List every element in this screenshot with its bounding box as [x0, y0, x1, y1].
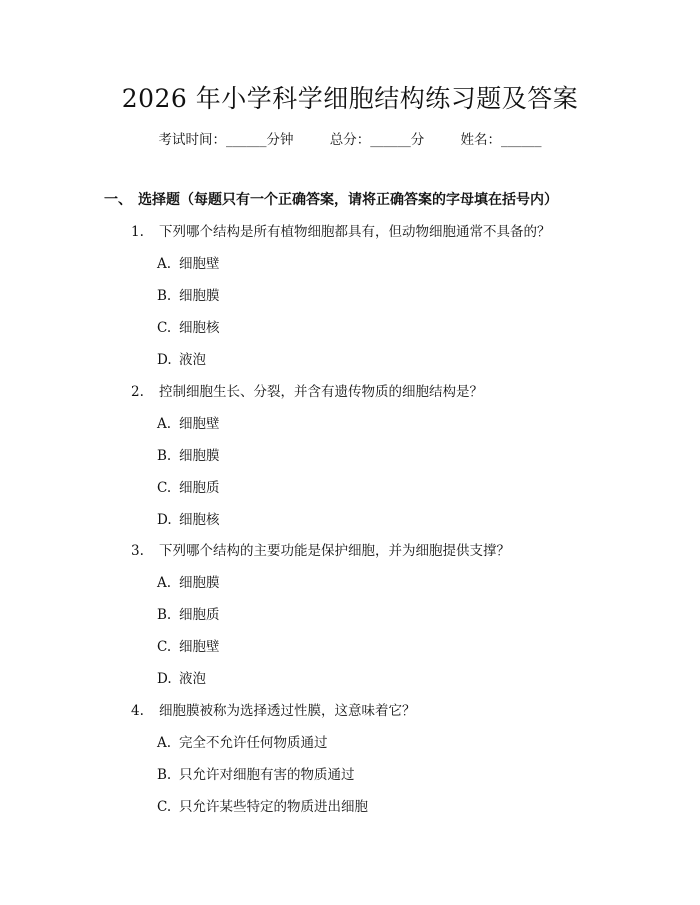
section-heading	[104, 190, 558, 210]
option-letter: A.	[157, 256, 172, 272]
section-number: 一、	[104, 192, 132, 208]
option-letter: D.	[157, 671, 172, 687]
option	[157, 733, 328, 753]
option	[157, 350, 206, 370]
option	[157, 286, 220, 306]
option	[157, 254, 220, 274]
option-text: 只允许对细胞有害的物质通过	[179, 767, 355, 783]
question-number: 3.	[131, 543, 144, 559]
question	[131, 541, 510, 561]
question-text: 下列哪个结构是所有植物细胞都具有，但动物细胞通常不具备的？	[159, 224, 551, 240]
option-text: 细胞壁	[179, 256, 220, 272]
option-text: 细胞膜	[179, 448, 220, 464]
option-letter: C.	[157, 480, 172, 496]
option	[157, 510, 220, 530]
option-letter: A.	[157, 416, 172, 432]
option-letter: A.	[157, 575, 172, 591]
option-letter: B.	[157, 607, 172, 623]
question-text: 细胞膜被称为选择透过性膜，这意味着它？	[159, 703, 416, 719]
section-label: 选择题（每题只有一个正确答案，请将正确答案的字母填在括号内）	[138, 192, 558, 208]
question-text: 下列哪个结构的主要功能是保护细胞，并为细胞提供支撑？	[159, 543, 510, 559]
option-letter: A.	[157, 735, 172, 751]
question-number: 4.	[131, 703, 144, 719]
option	[157, 573, 220, 593]
question-number: 1.	[131, 224, 144, 240]
option-letter: C.	[157, 320, 172, 336]
question-text: 控制细胞生长、分裂，并含有遗传物质的细胞结构是？	[159, 384, 483, 400]
option	[157, 446, 220, 466]
option-text: 细胞核	[179, 512, 220, 528]
student-name: 姓名：______	[460, 132, 542, 148]
question	[131, 701, 416, 721]
option-letter: C.	[157, 639, 172, 655]
option	[157, 318, 220, 338]
exam-time: 考试时间：______分钟	[158, 132, 294, 148]
exam-info	[0, 130, 700, 150]
option-letter: B.	[157, 767, 172, 783]
option-letter: B.	[157, 448, 172, 464]
option-letter: D.	[157, 512, 172, 528]
option-text: 细胞膜	[179, 288, 220, 304]
total-score: 总分：______分	[329, 132, 425, 148]
option-text: 细胞质	[179, 480, 220, 496]
option-letter: B.	[157, 288, 172, 304]
question	[131, 382, 483, 402]
page-title: 2026 年小学科学细胞结构练习题及答案	[121, 84, 579, 113]
option	[157, 605, 220, 625]
option	[157, 765, 355, 785]
option	[157, 797, 368, 817]
option	[157, 669, 206, 689]
question-number: 2.	[131, 384, 144, 400]
option-letter: D.	[157, 352, 172, 368]
question	[131, 222, 551, 242]
option	[157, 478, 220, 498]
option-text: 液泡	[179, 352, 206, 368]
option	[157, 637, 220, 657]
option	[157, 414, 220, 434]
option-text: 细胞核	[179, 320, 220, 336]
option-text: 细胞质	[179, 607, 220, 623]
option-text: 只允许某些特定的物质进出细胞	[179, 799, 368, 815]
option-text: 液泡	[179, 671, 206, 687]
option-letter: C.	[157, 799, 172, 815]
option-text: 完全不允许任何物质通过	[179, 735, 328, 751]
option-text: 细胞壁	[179, 416, 220, 432]
option-text: 细胞壁	[179, 639, 220, 655]
option-text: 细胞膜	[179, 575, 220, 591]
